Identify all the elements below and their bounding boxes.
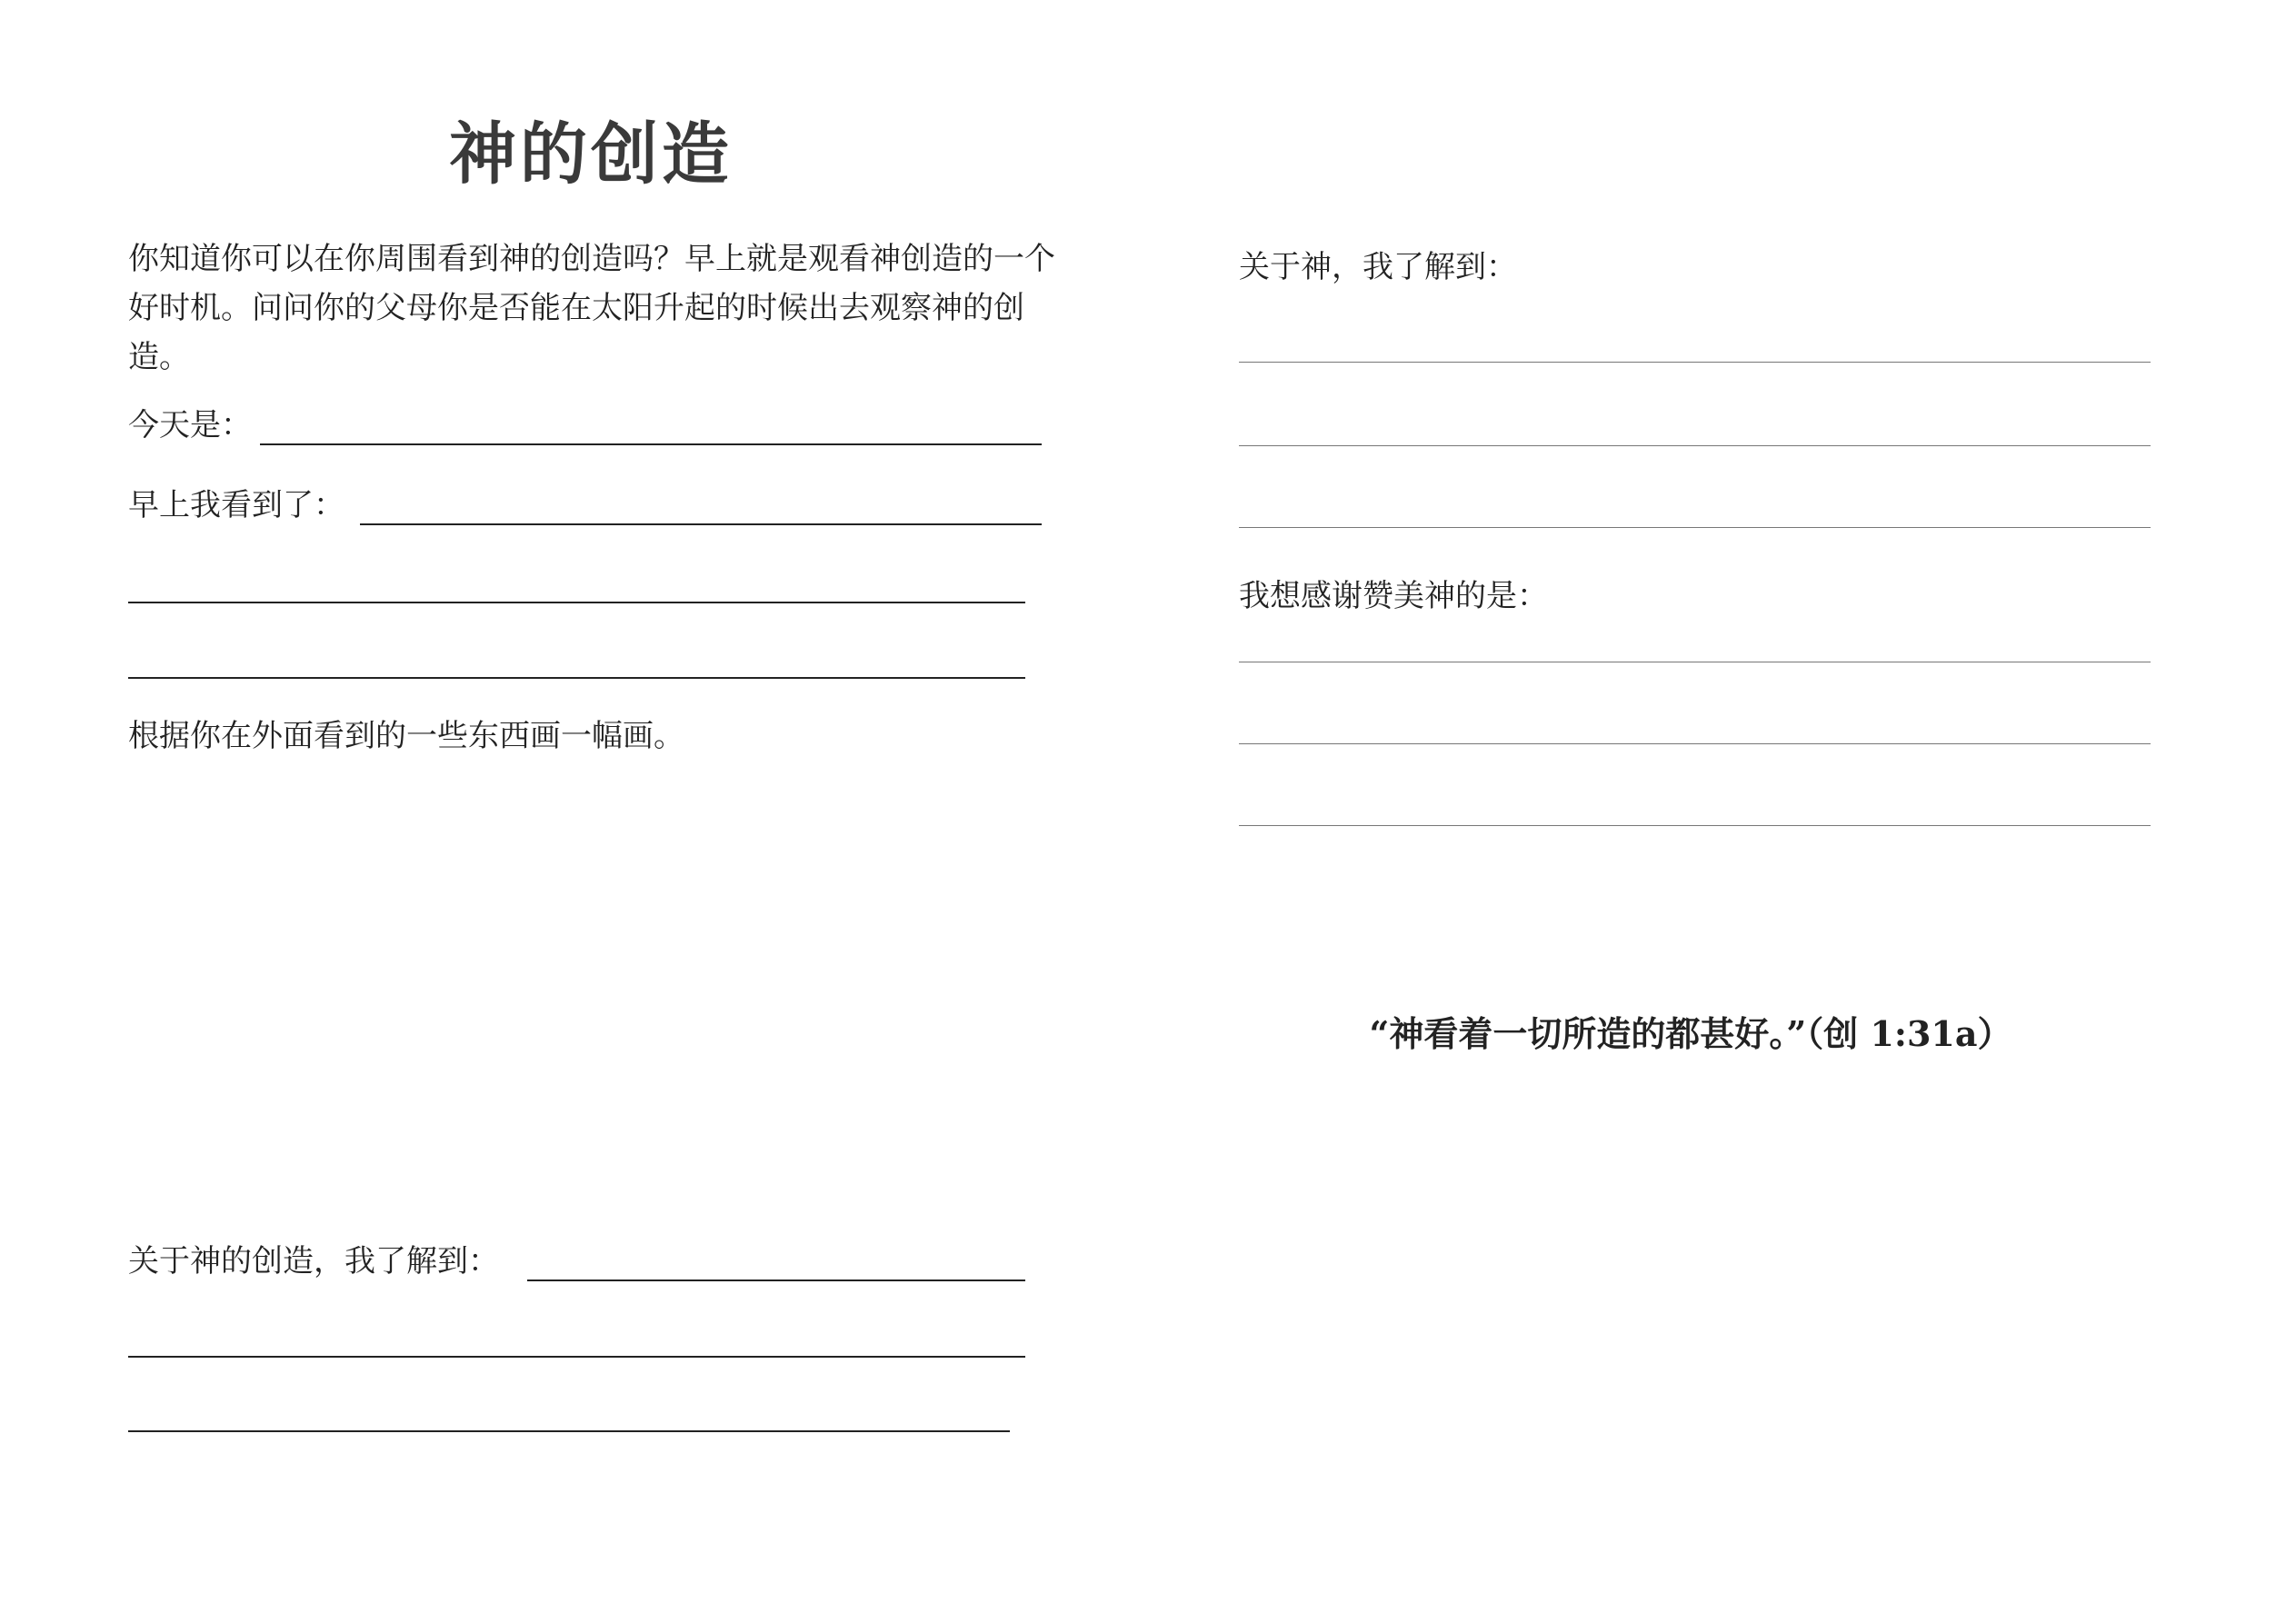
scripture-quote: “神看着一切所造的都甚好。”（创 1:31a） — [1369, 1013, 2012, 1054]
thanks-praise-label: 我想感谢赞美神的是： — [1239, 578, 1548, 614]
intro-text: 你知道你可以在你周围看到神的创造吗？早上就是观看神创造的一个好时机。问问你的父母你是否能在太阳升起的时候出去观察神的创造。 — [128, 241, 1055, 375]
learned-god-answer-line-3[interactable] — [1239, 527, 2151, 528]
morning-saw-label: 早上我看到了： — [128, 487, 344, 523]
morning-saw-answer-line-2[interactable] — [128, 602, 1025, 603]
today-label: 今天是： — [128, 407, 252, 443]
page-title: 神的创造 — [449, 115, 733, 194]
drawing-area[interactable] — [128, 772, 1037, 1209]
learned-god-answer-line-1[interactable] — [1239, 362, 2151, 363]
morning-saw-answer-line[interactable] — [360, 523, 1042, 525]
morning-saw-answer-line-3[interactable] — [128, 677, 1025, 679]
learned-creation-answer-line-3[interactable] — [128, 1430, 1010, 1432]
thanks-praise-answer-line-3[interactable] — [1239, 825, 2151, 826]
today-answer-line[interactable] — [260, 443, 1042, 445]
learned-god-label: 关于神，我了解到： — [1239, 249, 1517, 285]
thanks-praise-answer-line-2[interactable] — [1239, 743, 2151, 744]
learned-creation-answer-line[interactable] — [527, 1279, 1025, 1281]
learned-creation-answer-line-2[interactable] — [128, 1356, 1025, 1358]
draw-prompt: 根据你在外面看到的一些东西画一幅画。 — [128, 718, 684, 754]
learned-creation-label: 关于神的创造，我了解到： — [128, 1243, 499, 1279]
learned-god-answer-line-2[interactable] — [1239, 445, 2151, 446]
